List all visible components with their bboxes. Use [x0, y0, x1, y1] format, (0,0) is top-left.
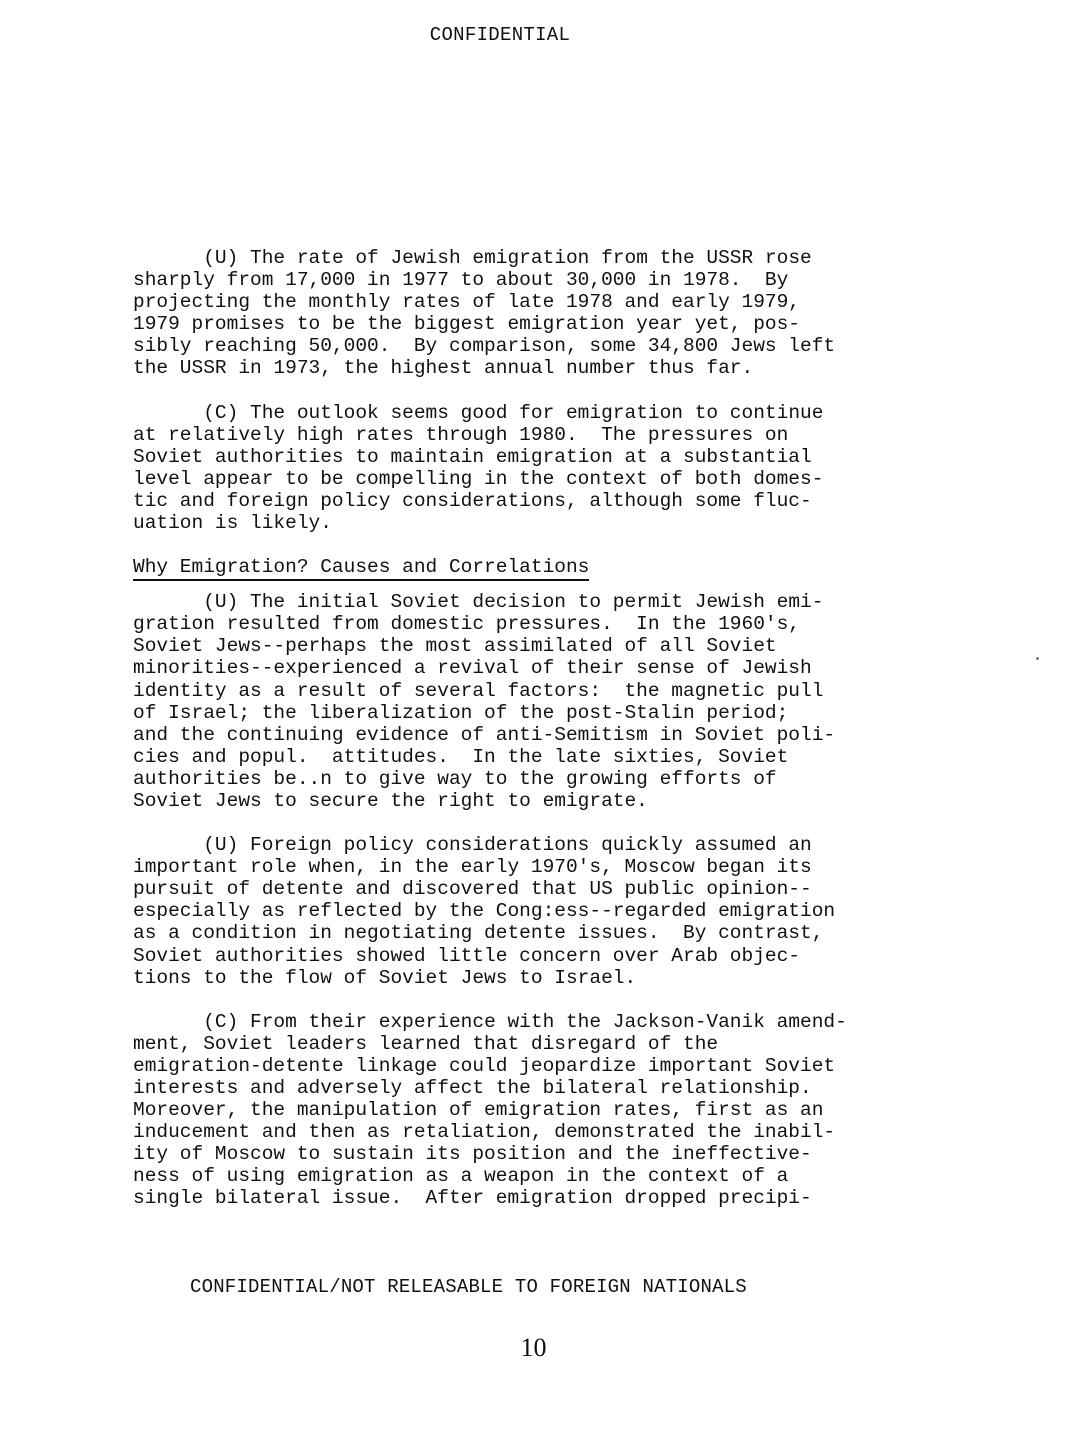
paragraph-jackson-vanik: (C) From their experience with the Jackson-Vanik amend- ment, Soviet leaders learned that disregard of the emigration-detente linkage could jeopardize important Soviet interests and adversely affect the bilateral relationship. Moreover, the manipulation of emigration rates, first as an inducement and then as retaliation, demonstrated the inabil- ity of Moscow to sustain its position and the ineffective- ness of using emigration as a weapon in the context of a single bilateral issue. After emigration dropped precipi- — [133, 1010, 847, 1210]
section-heading — [133, 556, 953, 581]
document-body — [133, 247, 953, 1232]
section-heading-text: Why Emigration? Causes and Correlations — [133, 556, 589, 581]
paragraph-emigration-rate: (U) The rate of Jewish emigration from the USSR rose sharply from 17,000 in 1977 to about 30,000 in 1978. By projecting the monthly rates of late 1978 and early 1979, 1979 promises to be the biggest emigration year yet, pos- sibly reaching 50,000. By comparison, some 34,800 Jews left the USSR in 1973, the highest annual number thus far. — [133, 247, 836, 380]
header-classification: CONFIDENTIAL — [429, 24, 571, 46]
scan-speck — [1036, 657, 1039, 660]
page-number: 10 — [520, 1333, 547, 1362]
paragraph-foreign-policy: (U) Foreign policy considerations quickly assumed an important role when, in the early 1970's, Moscow began its pursuit of detente and discovered that US public opinion-- especially as reflected by the Cong:ess--regarded emigration as a condition in negotiating detente issues. By contrast, Soviet authorities showed little concern over Arab objec- tions to the flow of Soviet Jews to Israel. — [133, 834, 836, 989]
paragraph-outlook: (C) The outlook seems good for emigration to continue at relatively high rates through 1980. The pressures on Soviet authorities to maintain emigration at a substantial level appear to be compelling in the context of both domes- tic and foreign policy considerations, although some fluc- uation is likely. — [133, 401, 824, 535]
paragraph-domestic-pressures: (U) The initial Soviet decision to permit Jewish emi- gration resulted from domestic pressures. In the 1960's, Soviet Jews--perhaps the most assimilated of all Soviet minorities--experienced a revival of their sense of Jewish identity as a result of several factors: the magnetic pull of Israel; the liberalization of the post-Stalin period; and the continuing evidence of anti-Semitism in Soviet poli- cies and popul. attitudes. In the late sixties, Soviet authorities be..n to give way to the growing efforts of Soviet Jews to secure the right to emigrate. — [133, 591, 836, 812]
footer-classification: CONFIDENTIAL/NOT RELEASABLE TO FOREIGN NATIONALS — [190, 1276, 747, 1298]
